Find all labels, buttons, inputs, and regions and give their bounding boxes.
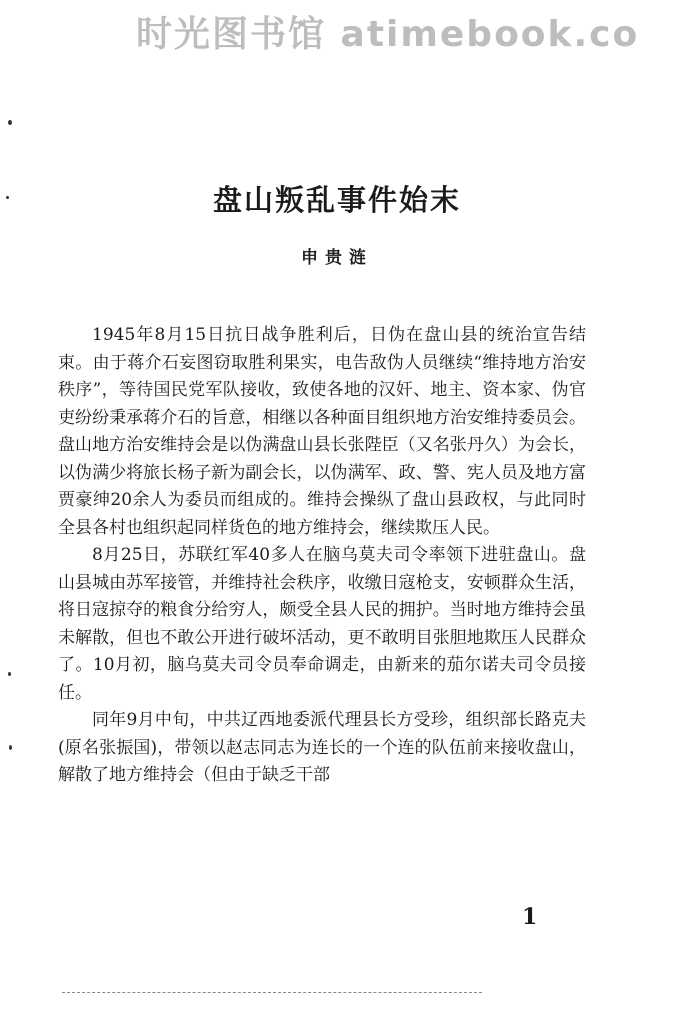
scan-speck	[6, 196, 9, 199]
scan-speck	[8, 120, 12, 125]
article-body	[58, 322, 586, 790]
paragraph: 同年9月中旬，中共辽西地委派代理县长方受珍，组织部长路克夫(原名张振国)，带领以赵志同志为连长的一个连的队伍前来接收盘山，解散了地方维持会（但由于缺乏干部	[58, 710, 586, 785]
article-author: 申贵涟	[301, 248, 373, 268]
paragraph: 1945年8月15日抗日战争胜利后，日伪在盘山县的统治宣告结束。由于蒋介石妄图窃取胜利果实，电告敌伪人员继续“维持地方治安秩序”，等待国民党军队接收，致使各地的汉奸、地主、资本家、伪官吏纷纷秉承蒋介石的旨意，相继以各种面目组织地方治安维持委员会。盘山地方治安维持会是以伪满盘山县长张陛臣（又名张丹久）为会长，以伪满少将旅长杨子新为副会长，以伪满军、政、警、宪人员及地方富贾豪绅20余人为委员而组成的。维持会操纵了盘山县政权，与此同时全县各村也组织起同样货色的地方维持会，继续欺压人民。	[58, 325, 586, 538]
page-number: 1	[522, 904, 538, 930]
scan-edge-line	[62, 992, 482, 993]
article-title: 盘山叛乱事件始末	[212, 183, 461, 217]
scan-speck	[9, 745, 12, 750]
paragraph: 8月25日，苏联红军40多人在脑乌莫夫司令率领下进驻盘山。盘山县城由苏军接管，并维持社会秩序，收缴日寇枪支，安顿群众生活，将日寇掠夺的粮食分给穷人，颇受全县人民的拥护。当时地方维持会虽未解散，但也不敢公开进行破坏活动，更不敢明目张胆地欺压人民群众了。10月初，脑乌莫夫司令员奉命调走，由新来的茄尔诺夫司令员接任。	[58, 545, 586, 703]
scan-speck	[8, 672, 11, 676]
watermark-text: 时光图书馆 atimebook.co	[136, 14, 640, 55]
